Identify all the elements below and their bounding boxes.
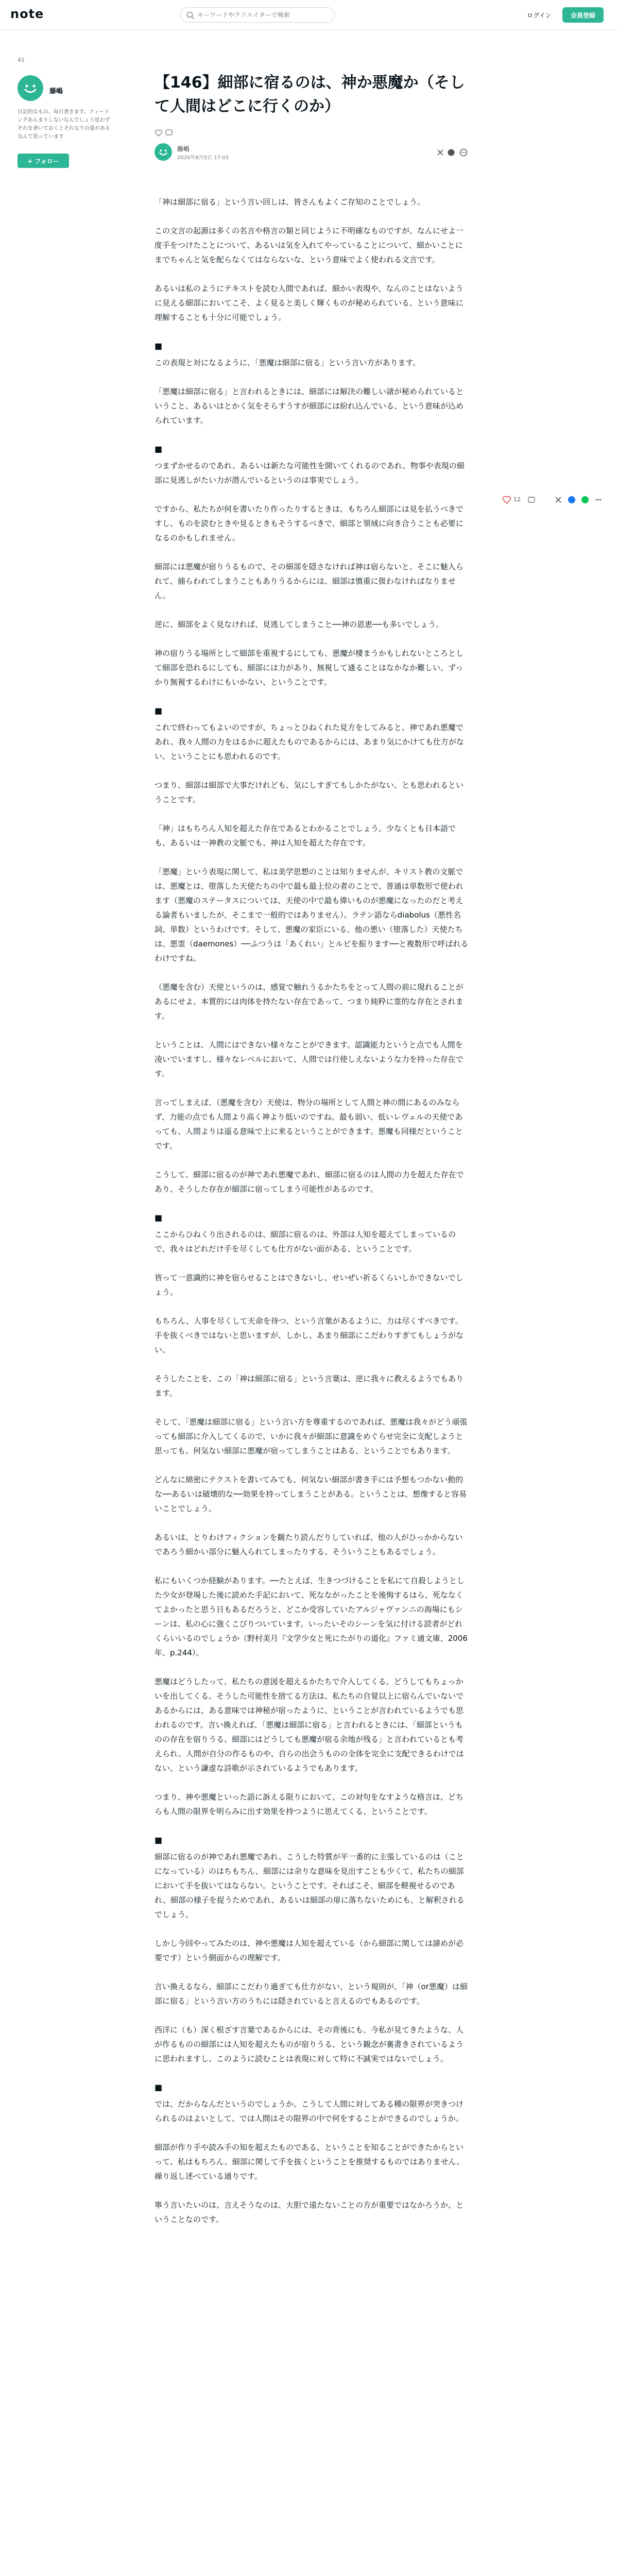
article-paragraph: 寧う言いたいのは、言えそうなのは、大胆で遠たないことの方が重要ではなかろうか、ということなのです。 — [154, 2200, 464, 2224]
section-mark: ■ — [154, 2082, 163, 2092]
article-paragraph: 「神」はもちろん人知を超えた存在であるとわかることでしょう。少なくとも日本語でも、あるいは一神教の文脈でも、神は人知を超えた存在です。 — [154, 824, 456, 848]
like-count: 12 — [513, 496, 521, 503]
search-input[interactable] — [197, 10, 331, 20]
author-row — [154, 143, 469, 164]
author-name[interactable]: 藤嶋 — [177, 145, 190, 152]
article-body — [154, 195, 469, 2241]
search-box[interactable] — [180, 7, 335, 23]
article-paragraph: どんなに綿密にテクストを書いてみても、何気ない細部が書き手には予想もつかない動的な──あるいは破壊的な──効果を持ってしまうことがある。ということは、想像すると容易いことでしょう。 — [154, 1475, 467, 1513]
follow-label: フォロー — [35, 157, 59, 165]
section-mark: ■ — [154, 1835, 163, 1845]
section-mark: ■ — [154, 444, 163, 454]
article-paragraph: これで終わってもよいのですが、ちょっとひねくれた見方をしてみると、神であれ悪魔であれ、我々人間の力をはるかに超えたものであるからには、あまり気にかけても仕方がない、ということにも思われるのです。 — [154, 723, 464, 761]
note-logo[interactable]: note — [10, 7, 44, 21]
article-paragraph: 「神は細部に宿る」という言い回しは、皆さんもよくご存知のことでしょう。 — [154, 197, 425, 207]
sidebar-count: 41 — [18, 57, 25, 63]
comment-icon[interactable] — [527, 494, 536, 505]
article-paragraph: そして、「悪魔は細部に宿る」という言い方を尊重するのであれば、悪魔は我々がどう頑張っても細部に介入してくるので、いかに我々が細部に意識をめぐらせ完全に支配しようと思っても、何気ない細部に悪魔が宿ってしまうことはある、ということでもあります。 — [154, 1417, 468, 1455]
article-paragraph: 「悪魔」という表現に関して、私は美学思想のことは知りませんが、キリスト教の文脈では、悪魔とは、堕落した天使たちの中で最も最上位の者のことで、普通は単数形で使われます（悪魔のステータスについては、天使の中で最も偉いものが悪魔になったのだと考える論者もいましたが、そこまで一般的ではありません）。ラテン語ならdiabolus（悪性名詞、単数）というわけです。そして、悪魔の家臣にいる、他の悪い（堕落した）天使たちは、悪霊（daemones）──ふつうは「あくれい」とルビを振ります──と複数形で呼ばれるわけですね。 — [154, 867, 469, 963]
smile-face-icon — [18, 75, 43, 101]
article-paragraph: 「悪魔は細部に宿る」と言われるときには、細部には解決の難しい諸が秘められているということ、あるいはとかく気をそらすうすが細部には紛れ込んでいる、という意味が込められています。 — [154, 387, 464, 425]
article-paragraph: 私にもいくつか経験があります。──たとえば、生きつづけることを私にて自殺しようとした少女が登場した後に読めた手記において、死なながったことを後悔するはら、死ななくてよかったと思う日もあるだろうと、どこか受容していたアルジャヴァンニの海場にもシーンは、私の心に強くこびりついています。いったいそのシーンを気に付ける読者がどれくらいいるのでしょうか（野村美月『文学少女と死にたがりの道化』ファミ通文庫、2006年、p.244）。 — [154, 1576, 468, 1657]
article-paragraph: では、だからなんだというのでしょうか。こうして人間に対してある種の限界が突きつけられるのはよいとして、では人間はその限界の中で何をすることができるのでしょうか。 — [154, 2099, 464, 2123]
section-mark: ■ — [154, 341, 163, 351]
author-avatar[interactable] — [154, 143, 172, 161]
article-paragraph: 悪魔はどうしたって、私たちの意図を超えるかたちで介入してくる。どうしてもちょっかいを出してくる。そうした可能性を捨てる方法は、私たちの自覚以上に宿らんでいないであるからには、ある意味では神秘が宿ったように、ということが言われているようでも思われるのです。言い換えれば、「悪魔は細部に宿る」と言われるときには、「細部というものの存在を宿りうる、細部にはどうしても悪魔が宿る余地が残る」と言われているとも考えられ、人間が自分の作るものや、自らの出会うものの全体を完全に支配できるわけではない、という謙虚な詩歌が示されているようでもあります。 — [154, 1677, 464, 1773]
article — [154, 71, 469, 2224]
article-paragraph: （悪魔を含む）天使というのは、感覚で触れうるかたちをとって人間の前に現れることがあるにせよ、本質的には肉体を持たない存在であって、つまり純粋に霊的な存在とされます。 — [154, 982, 464, 1021]
article-paragraph: つまり、神や悪魔といった語に訴える限りにおいて、この対句をなすような格言は、どちらも人間の限界を明らみに出す効果を持つように思えてくる、ということです。 — [154, 1792, 464, 1816]
top-header — [0, 0, 618, 30]
article-paragraph: そうしたことを、この「神は細部に宿る」という言葉は、逆に我々に教えるようでもあります。 — [154, 1374, 464, 1398]
article-paragraph: 皆って一意識的に神を宿らせることはできないし、せいぜい祈るくらいしかできないでしょう。 — [154, 1273, 464, 1297]
article-paragraph: ここからひねくり出されるのは、細部に宿るのは、外部は人知を超えてしまっているので、我々はどれだけ手を尽くしても仕方がない面がある、ということです。 — [154, 1230, 456, 1253]
article-paragraph: 言い換えるなら、細部にこだわり過ぎても仕方がない、という規則が、「神（or悪魔）は細部に宿る」という言い方のうちには隠されていると言えるのでもあるのです。 — [154, 1982, 468, 2006]
follow-button[interactable] — [18, 154, 69, 168]
article-paragraph: 西洋に（も）深く根ざす言葉であるからには、その背後にも、今私が見てきたような、人が作るものの細部には人知を超えたものが宿りうる、という観念が裏書きされているように思われますし、このように読むことは表現に対して特に不誠実ではないでしょう。 — [154, 2025, 464, 2063]
article-paragraph: しかし今回やってみたのは、神や悪魔は人知を超えている（から細部に関しては諦めが必要です）という側面からの理解です。 — [154, 1939, 464, 1962]
creator-avatar[interactable] — [18, 75, 43, 101]
article-title: 【146】細部に宿るのは、神か悪魔か（そして人間はどこに行くのか） — [154, 74, 465, 115]
article-paragraph: この文言の起源は多くの名言や格言の類と同じように不明確なものですが、なんにせよ一度手をつけたことについて、あるいは気を入れてやっていることについて、細かいことにまでちゃんと気を配らなくてはならないな、という意味でよく使われる文言です。 — [154, 226, 464, 264]
article-paragraph: 細部が作り手や読み手の知を超えたものである、ということを知ることができたからといって、私はもちろん、細部に関して手を抜くということを推奨するものではありません。繰り返し述べている通りです。 — [154, 2143, 465, 2181]
creator-name[interactable]: 藤嶋 — [49, 88, 63, 95]
heart-like-icon[interactable] — [502, 494, 511, 505]
article-paragraph: ですから、私たちが何を書いたり作ったりするときは、もちろん細部には見を払うべきですし、ものを読むときや見るときもそうするべきで、細部と領域に向き合うことも必要になるのかもしれません。 — [154, 504, 464, 543]
article-paragraph: あるいは、とりわけフィクションを観たり読んだりしていれば、他の人がひっかからないであろう細かい部分に魅入られてしまったりする、そういうこともあるでしょう。 — [154, 1533, 463, 1556]
article-paragraph: つまり、細部は細部で大事だけれども、気にしすぎてもしかたがない、とも思われるということです。 — [154, 781, 464, 804]
article-meta-icons — [154, 128, 196, 138]
more-options-icon[interactable] — [460, 149, 467, 156]
share-buttons-top — [417, 147, 469, 158]
section-mark: ■ — [154, 706, 163, 716]
x-share-icon[interactable] — [438, 150, 443, 155]
article-paragraph: あるいは私のようにテキストを読む人間であれば、細かい表現や、なんのことはないように見える細部においてこそ、よく見ると美しく輝くものが秘められている、という意味に理解することも十分に可能でしょう。 — [154, 284, 464, 322]
search-icon — [186, 11, 195, 20]
floating-action-bar — [502, 492, 605, 507]
section-mark: ■ — [154, 1213, 163, 1223]
article-paragraph: ということは、人間にはできない様々なことができます。認識能力というと点でも人間を凌いでいますし、様々なレベルにおいて、人間では行使しえないような力を持った存在です。 — [154, 1040, 464, 1078]
article-paragraph: 神の宿りうる場所として細部を重視するにしても、悪魔が棲まうかもしれないところとして細部を恐れるにしても、細部には力があり、無視して通ることはなかなか難しい、ずっかり無視するわけにもいかない、ということです。 — [154, 649, 464, 687]
facebook-share-icon[interactable] — [448, 149, 455, 156]
article-paragraph: こうして、細部に宿るのが神であれ悪魔であれ、細部に宿るのは人間の力を超えた存在であり、そうした存在が細部に宿ってしまう可能性があるのです。 — [154, 1170, 464, 1194]
more-options-icon[interactable] — [594, 494, 603, 505]
article-paragraph: つまずかせるのであれ、あるいは新たな可能性を開いてくれるのであれ、物事や表現の細部に見逃しがたい力が潜んでいるというのは事実でしょう。 — [154, 461, 465, 485]
comment-icon[interactable] — [166, 130, 172, 135]
article-paragraph: 細部に宿るのが神であれ悪魔であれ、こうした特質が平一番的に主張しているのは（ことになっている）のはちもちん、細部には余りな意味を見出すことも少くて、私たちの細部において手を抜いてはならない。ということです。そればこそ、細部を軽視せるのであれ、細部の様子を捉うためであれ、あるいは細部の扉に落ちないためにも、と解釈されるでしょう。 — [154, 1852, 465, 1919]
creator-bio: 日記的なもの、毎日書きます。フィーリングあんまりしないなんでしょう思わずそれを書いておくとそれなりの量があるなんて思っています — [18, 109, 110, 140]
signup-button[interactable]: 会員登録 — [562, 7, 604, 23]
article-paragraph: 逆に、細部をよく見なければ、見逃してしまうこと──神の恩恵──も多いでしょう。 — [154, 620, 444, 629]
article-paragraph: 細部には悪魔が宿りうるもので、その細部を隠さなければ神は宿らないと、そこに魅入られて、捕らわれてしまうこともありうるからには、細部は慎重に扱わなければなりません。 — [154, 562, 464, 600]
login-button[interactable]: ログイン — [522, 7, 557, 23]
heart-outline-icon[interactable] — [156, 130, 162, 136]
article-paragraph: この表現と対になるように、「悪魔は細部に宿る」という言い方があります。 — [154, 358, 421, 367]
line-share-icon[interactable] — [580, 494, 590, 505]
publish-date: 2020年8月5日 17:03 — [177, 155, 229, 161]
article-paragraph: 言ってしまえば、（悪魔を含む）天使は、物分の場所として人間と神の間にあるのみならず、力能の点でも人間より高く神より低いのですね。最も弱い、低いレヴェルの天使であっても、人間よりは遥る意味で上に来るということができます。悪魔も同様だということです。 — [154, 1098, 463, 1150]
facebook-share-icon[interactable] — [567, 494, 576, 505]
article-paragraph: もちろん、人事を尽くして天命を待つ、という言葉があるように、力は尽くすべきです。手を抜くべきではないと思いますが、しかし、あまり細部にこだわりすぎてもしょうがない。 — [154, 1316, 464, 1354]
user-plus-icon: + — [27, 157, 33, 165]
smile-face-icon — [154, 143, 172, 161]
x-share-icon[interactable] — [554, 494, 563, 505]
